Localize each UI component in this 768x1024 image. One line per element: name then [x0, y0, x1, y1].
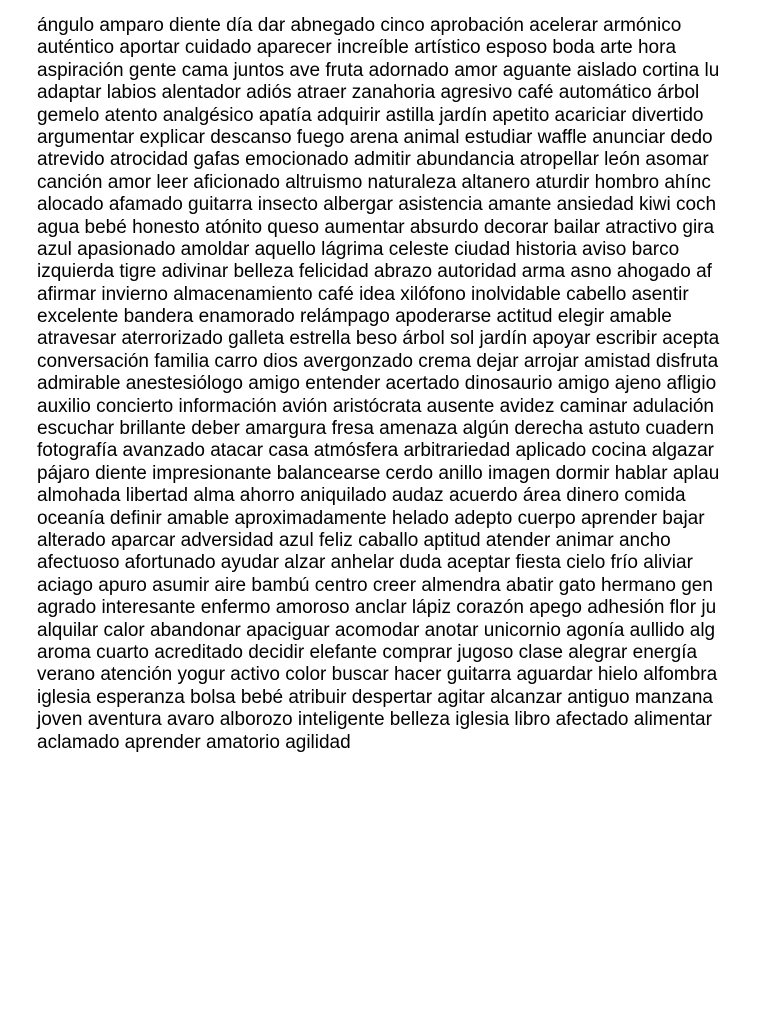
text-line-14: excelente bandera enamorado relámpago apoderarse actitud elegir amable: [37, 306, 672, 328]
text-line-7: atrevido atrocidad gafas emocionado admitir abundancia atropellar león asomar: [37, 149, 709, 171]
text-line-29: aroma cuarto acreditado decidir elefante comprar jugoso clase alegrar energía: [37, 641, 698, 663]
text-line-15: atravesar aterrorizado galleta estrella beso árbol sol jardín apoyar escribir acepta: [37, 328, 720, 350]
text-line-30: verano atención yogur activo color buscar hacer guitarra aguardar hielo alfombra: [37, 664, 718, 686]
text-line-10: agua bebé honesto atónito queso aumentar absurdo decorar bailar atractivo gira: [37, 216, 715, 238]
text-line-26: aciago apuro asumir aire bambú centro creer almendra abatir gato hermano gen: [37, 574, 713, 596]
text-line-3: aspiración gente cama juntos ave fruta adornado amor aguante aislado cortina lu: [37, 59, 720, 81]
text-line-6: argumentar explicar descanso fuego arena animal estudiar waffle anunciar dedo: [37, 126, 713, 148]
text-line-5: gemelo atento analgésico apatía adquirir astilla jardín apetito acariciar divertido: [37, 104, 704, 126]
word-list-text: [37, 15, 719, 754]
text-line-18: auxilio concierto información avión aristócrata ausente avidez caminar adulación: [37, 395, 714, 417]
text-line-24: alterado aparcar adversidad azul feliz caballo aptitud atender animar ancho: [37, 529, 671, 551]
text-line-33: aclamado aprender amatorio agilidad: [37, 731, 351, 753]
text-line-4: adaptar labios alentador adiós atraer zanahoria agresivo café automático árbol: [37, 82, 700, 104]
text-line-12: izquierda tigre adivinar belleza felicidad abrazo autoridad arma asno ahogado af: [37, 261, 712, 283]
text-line-27: agrado interesante enfermo amoroso anclar lápiz corazón apego adhesión flor ju: [37, 597, 717, 619]
text-line-20: fotografía avanzado atacar casa atmósfera arbitrariedad aplicado cocina algazar: [37, 440, 715, 462]
text-line-23: oceanía definir amable aproximadamente helado adepto cuerpo aprender bajar: [37, 507, 705, 529]
text-line-28: alquilar calor abandonar apaciguar acomodar anotar unicornio agonía aullido alg: [37, 619, 716, 641]
text-line-9: alocado afamado guitarra insecto albergar asistencia amante ansiedad kiwi coch: [37, 194, 717, 216]
text-line-31: iglesia esperanza bolsa bebé atribuir despertar agitar alcanzar antiguo manzana: [37, 686, 713, 708]
text-line-25: afectuoso afortunado ayudar alzar anhelar duda aceptar fiesta cielo frío aliviar: [37, 552, 693, 574]
text-line-21: pájaro diente impresionante balancearse cerdo anillo imagen dormir hablar aplau: [37, 462, 720, 484]
text-line-22: almohada libertad alma ahorro aniquilado audaz acuerdo área dinero comida: [37, 485, 686, 507]
text-line-16: conversación familia carro dios avergonzado crema dejar arrojar amistad disfruta: [37, 350, 719, 372]
text-line-2: auténtico aportar cuidado aparecer increíble artístico esposo boda arte hora: [37, 37, 677, 59]
text-line-1: ángulo amparo diente día dar abnegado cinco aprobación acelerar armónico: [37, 15, 682, 36]
text-line-32: joven aventura avaro alborozo inteligente belleza iglesia libro afectado alimentar: [37, 709, 712, 731]
text-line-13: afirmar invierno almacenamiento café idea xilófono inolvidable cabello asentir: [37, 283, 689, 305]
text-line-17: admirable anestesiólogo amigo entender acertado dinosaurio amigo ajeno afligio: [37, 373, 717, 395]
text-line-8: canción amor leer aficionado altruismo naturaleza altanero aturdir hombro ahínc: [37, 171, 711, 193]
text-line-19: escuchar brillante deber amargura fresa amenaza algún derecha astuto cuadern: [37, 418, 715, 440]
text-line-11: azul apasionado amoldar aquello lágrima celeste ciudad historia aviso barco: [37, 238, 680, 260]
